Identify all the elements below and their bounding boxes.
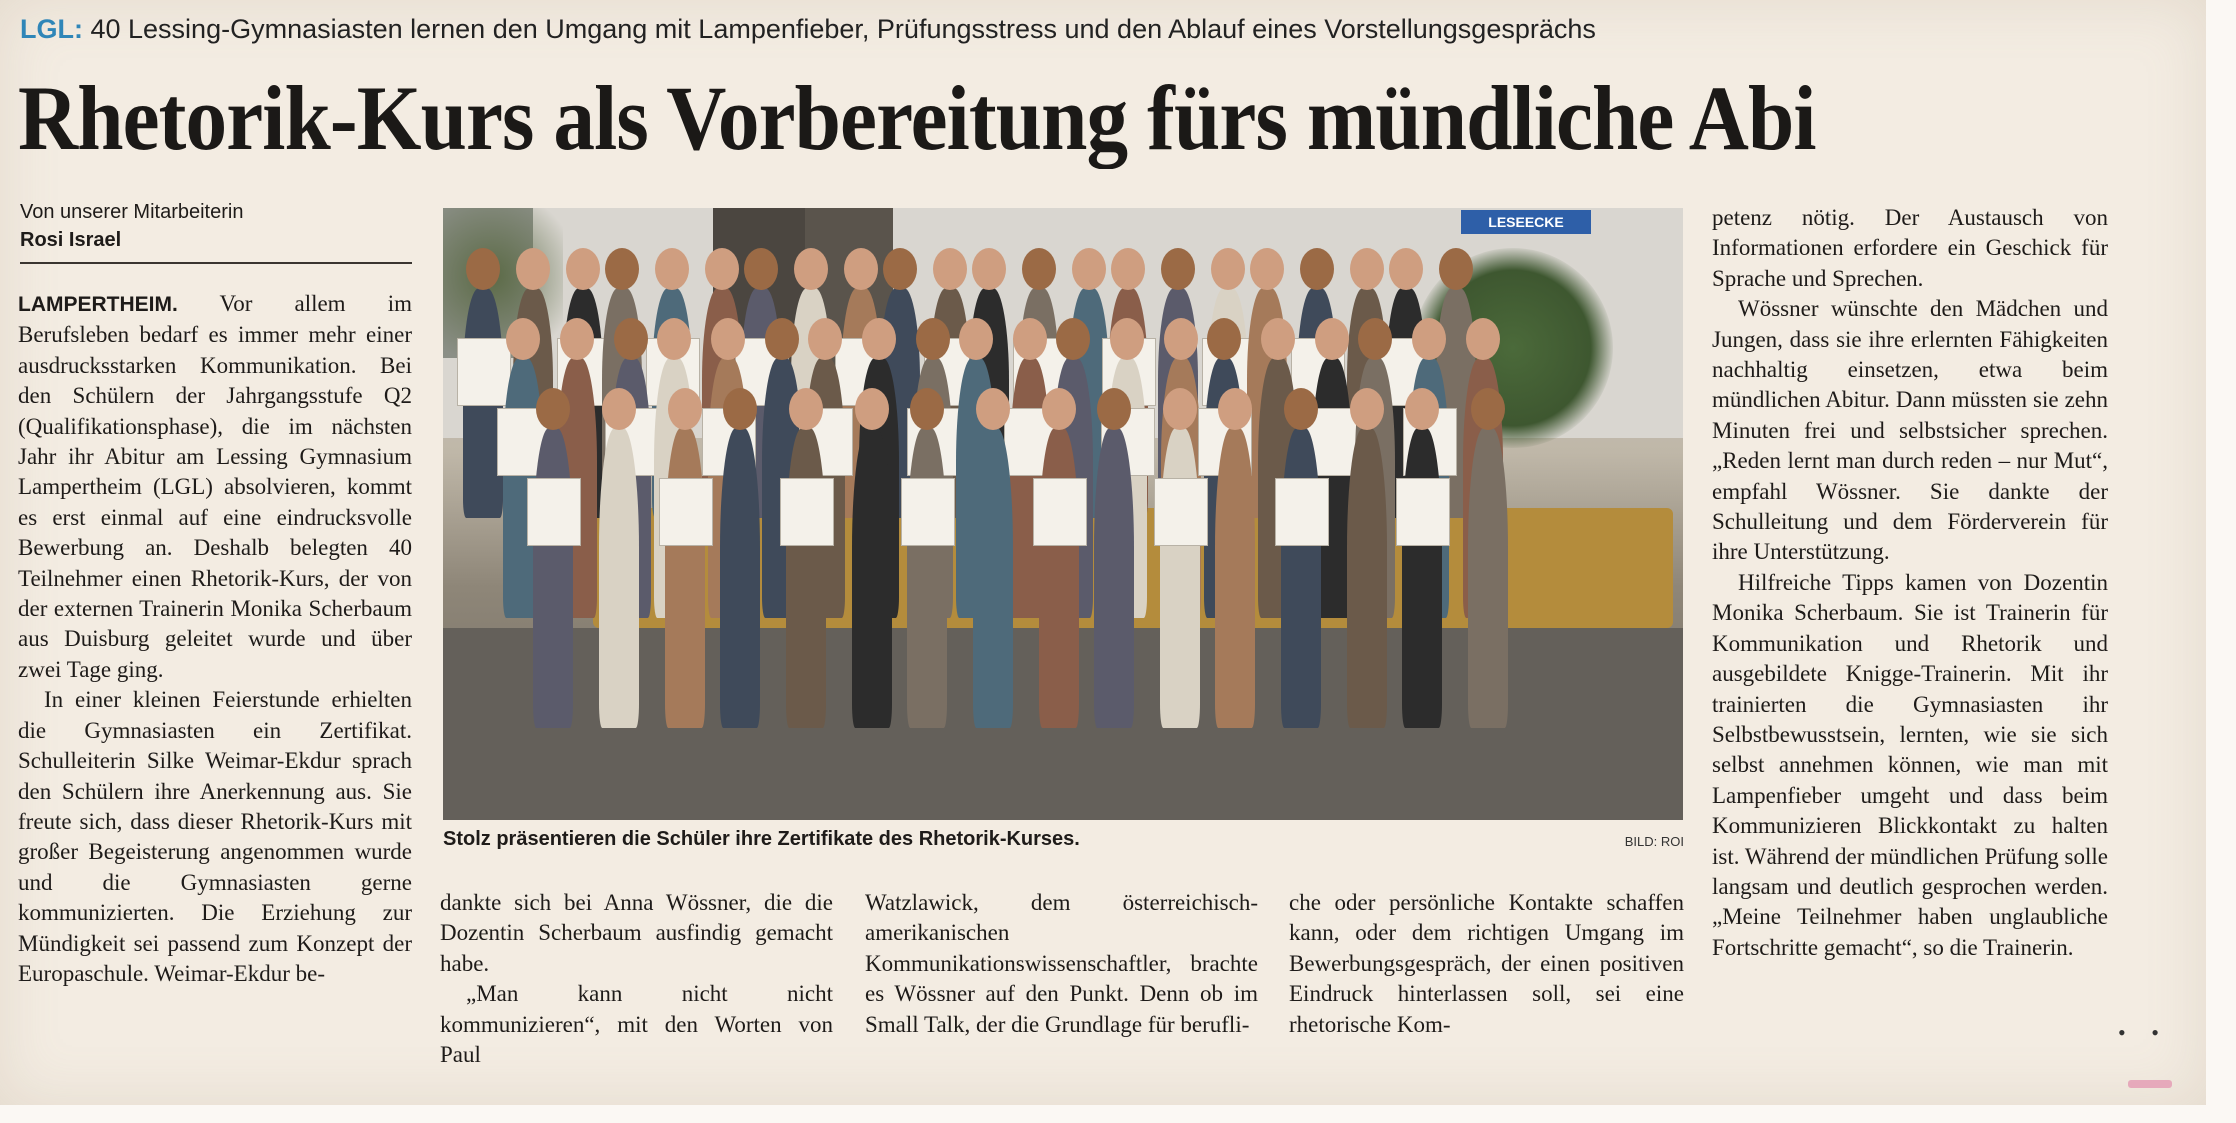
photo-person-head <box>1315 318 1349 360</box>
photo-person-head <box>1412 318 1446 360</box>
photo-caption: Stolz präsentieren die Schüler ihre Zertifikate des Rhetorik-Kurses. <box>443 828 1080 850</box>
photo-person-head <box>657 318 691 360</box>
paragraph-5: Watzlawick, dem österreichisch-amerikanischen Kommunikationswissenschaftler, brachte es Wössner auf den Punkt. Denn ob im Small Talk, der die Grundlage für berufli- <box>865 890 1258 1037</box>
photo-person-head <box>602 388 636 430</box>
photo-person-head <box>1056 318 1090 360</box>
photo-person-head <box>916 318 950 360</box>
photo-person <box>1160 428 1200 728</box>
photo-person-head <box>959 318 993 360</box>
group-photo <box>443 208 1683 820</box>
photo-person-head <box>1110 318 1144 360</box>
photo-person-head <box>883 248 917 290</box>
photo-person-head <box>655 248 689 290</box>
dateline: LAMPERTHEIM. <box>18 293 178 316</box>
paragraph-3: dankte sich bei Anna Wössner, die die Dozentin Scherbaum ausfindig gemacht habe. <box>440 890 833 976</box>
article-column-2 <box>440 888 833 1070</box>
photo-certificate <box>1154 478 1208 546</box>
photo-person-head <box>1350 248 1384 290</box>
scan-margin-bottom <box>0 1105 2236 1123</box>
photo-person-head <box>1042 388 1076 430</box>
photo-person-head <box>1022 248 1056 290</box>
photo-person-head <box>933 248 967 290</box>
photo-person-head <box>1284 388 1318 430</box>
photo-person-head <box>516 248 550 290</box>
photo-person <box>1215 428 1255 728</box>
byline-divider <box>20 262 412 264</box>
photo-person-head <box>560 318 594 360</box>
photo-person-head <box>536 388 570 430</box>
photo-person-head <box>862 318 896 360</box>
photo-person-head <box>1471 388 1505 430</box>
photo-person-head <box>976 388 1010 430</box>
photo-certificate <box>1396 478 1450 546</box>
paragraph-9: Hilfreiche Tipps kamen von Dozentin Monika Scherbaum. Sie ist Trainerin für Kommunikation und Rhetorik und ausgebildete Knigge-Trainerin. Mit ihr trainierten die Gymnasiasten ihr Selbstbewusstsein, lernten, wie sie sich selbst annehmen können, wie man mit Lampenfieber umgeht und dass beim Kommunizieren Blickkontakt zu halten ist. Während der mündlichen Prüfung solle langsam und deutlich gesprochen werden. „Meine Teilnehmer haben unglaubliche Fortschritte gemacht“, so die Trainerin. <box>1712 569 2108 960</box>
photo-person-head <box>1163 388 1197 430</box>
photo-person-head <box>1111 248 1145 290</box>
photo-person-head <box>1013 318 1047 360</box>
photo-person-head <box>1261 318 1295 360</box>
paragraph-2: In einer kleinen Feierstunde erhielten die Gymnasiasten ein Zertifikat. Schulleiterin Silke Weimar-Ekdur sprach den Schülern ihre Anerkennung aus. Sie freute sich, dass dieser Rhetorik-Kurs mit großer Begeisterung angenommen wurde und die Gymnasiasten gerne kommunizierten. Die Erziehung zur Mündigkeit sei passend zum Konzept der Europaschule. Weimar-Ekdur be- <box>18 687 412 986</box>
photo-person-head <box>844 248 878 290</box>
photo-person-head <box>1389 248 1423 290</box>
photo-person-head <box>744 248 778 290</box>
paragraph-8: Wössner wünschte den Mädchen und Jungen, dass sie ihre erlernten Fähigkeiten nachhaltig einsetzen, etwa beim mündlichen Abitur. Dann müssten sie zehn Minuten frei und selbstsicher sprechen. „Reden lernt man durch reden – nur Mut“, empfahl Wössner. Sie dankte der Schulleitung und dem Förderverein für ihre Unterstützung. <box>1712 296 2108 565</box>
photo-person-head <box>723 388 757 430</box>
photo-person-head <box>855 388 889 430</box>
photo-certificate <box>1275 478 1329 546</box>
photo-person-head <box>972 248 1006 290</box>
photo-person-head <box>711 318 745 360</box>
photo-person <box>533 428 573 728</box>
photo-person-head <box>808 318 842 360</box>
photo-person <box>907 428 947 728</box>
photo-person-head <box>1218 388 1252 430</box>
photo-certificate <box>527 478 581 546</box>
photo-person-head <box>1250 248 1284 290</box>
photo-person-head <box>1358 318 1392 360</box>
photo-person-head <box>1405 388 1439 430</box>
photo-certificate <box>901 478 955 546</box>
photo-person <box>599 428 639 728</box>
photo-person-head <box>1072 248 1106 290</box>
photo-person-head <box>1161 248 1195 290</box>
byline-intro: Von unserer Mitarbeiterin <box>20 201 244 223</box>
photo-person <box>1281 428 1321 728</box>
photo-person-head <box>668 388 702 430</box>
article-column-5 <box>1712 203 2108 963</box>
photo-person-head <box>506 318 540 360</box>
photo-person-head <box>1300 248 1334 290</box>
end-mark: • • <box>2118 1020 2169 1045</box>
photo-person <box>852 428 892 728</box>
photo-person-head <box>705 248 739 290</box>
photo-person-head <box>614 318 648 360</box>
byline-author: Rosi Israel <box>20 229 122 251</box>
article-column-4 <box>1289 888 1684 1040</box>
photo-certificate <box>780 478 834 546</box>
highlighter-mark <box>2128 1080 2172 1088</box>
photo-person <box>1039 428 1079 728</box>
photo-person <box>973 428 1013 728</box>
photo-person <box>1347 428 1387 728</box>
photo-certificate <box>659 478 713 546</box>
headline: Rhetorik-Kurs als Vorbereitung fürs mündliche Abi <box>18 67 1816 169</box>
photo-sign: LESEECKE <box>1461 210 1591 234</box>
photo-person-head <box>566 248 600 290</box>
kicker-tag: LGL: <box>20 14 83 44</box>
photo-credit: BILD: ROI <box>1624 834 1684 849</box>
photo-person-head <box>466 248 500 290</box>
photo-person-head <box>1164 318 1198 360</box>
photo-person <box>1468 428 1508 728</box>
paragraph-1: Vor allem im Berufsleben bedarf es immer mehr einer ausdrucksstarken Kommunikation. Bei den Schülern der Jahrgangsstufe Q2 (Qualifikationsphase), die im nächsten Jahr ihr Abitur am Lessing Gymnasium Lampertheim (LGL) absolvieren, kommt es erst einmal auf eine eindrucksvolle Bewerbung an. Deshalb belegten 40 Teilnehmer einen Rhetorik-Kurs, der von der externen Trainerin Monika Scherbaum aus Duisburg geleitet wurde und über zwei Tage ging. <box>18 291 412 682</box>
paragraph-6: che oder persönliche Kontakte schaffen kann, oder dem richtigen Umgang im Bewerbungsgespräch, der einen positiven Eindruck hinterlassen soll, sei eine rhetorische Kom- <box>1289 890 1684 1037</box>
photo-person-head <box>789 388 823 430</box>
photo-person-head <box>605 248 639 290</box>
scan-margin-right <box>2206 0 2236 1123</box>
article-column-1 <box>18 289 412 989</box>
photo-person-head <box>1439 248 1473 290</box>
photo-person <box>786 428 826 728</box>
kicker-text: 40 Lessing-Gymnasiasten lernen den Umgang mit Lampenfieber, Prüfungsstress und den Ablauf eines Vorstellungsgesprächs <box>82 14 1596 44</box>
article-column-3 <box>865 888 1258 1040</box>
photo-person-head <box>1350 388 1384 430</box>
paragraph-4: „Man kann nicht nicht kommunizieren“, mit den Worten von Paul <box>440 981 833 1068</box>
photo-certificate <box>1033 478 1087 546</box>
photo-certificate <box>457 338 511 406</box>
photo-person-head <box>765 318 799 360</box>
photo-person <box>720 428 760 728</box>
kicker-line <box>20 14 2020 45</box>
photo-person <box>665 428 705 728</box>
photo-person <box>1094 428 1134 728</box>
photo-person-head <box>1466 318 1500 360</box>
photo-person-head <box>794 248 828 290</box>
photo-person-head <box>1207 318 1241 360</box>
photo-person-head <box>1097 388 1131 430</box>
byline <box>20 198 420 254</box>
photo-person-head <box>1211 248 1245 290</box>
photo-person-head <box>910 388 944 430</box>
paragraph-7: petenz nötig. Der Austausch von Informationen erfordere ein Geschick für Sprache und Sprechen. <box>1712 205 2108 291</box>
photo-person <box>1402 428 1442 728</box>
